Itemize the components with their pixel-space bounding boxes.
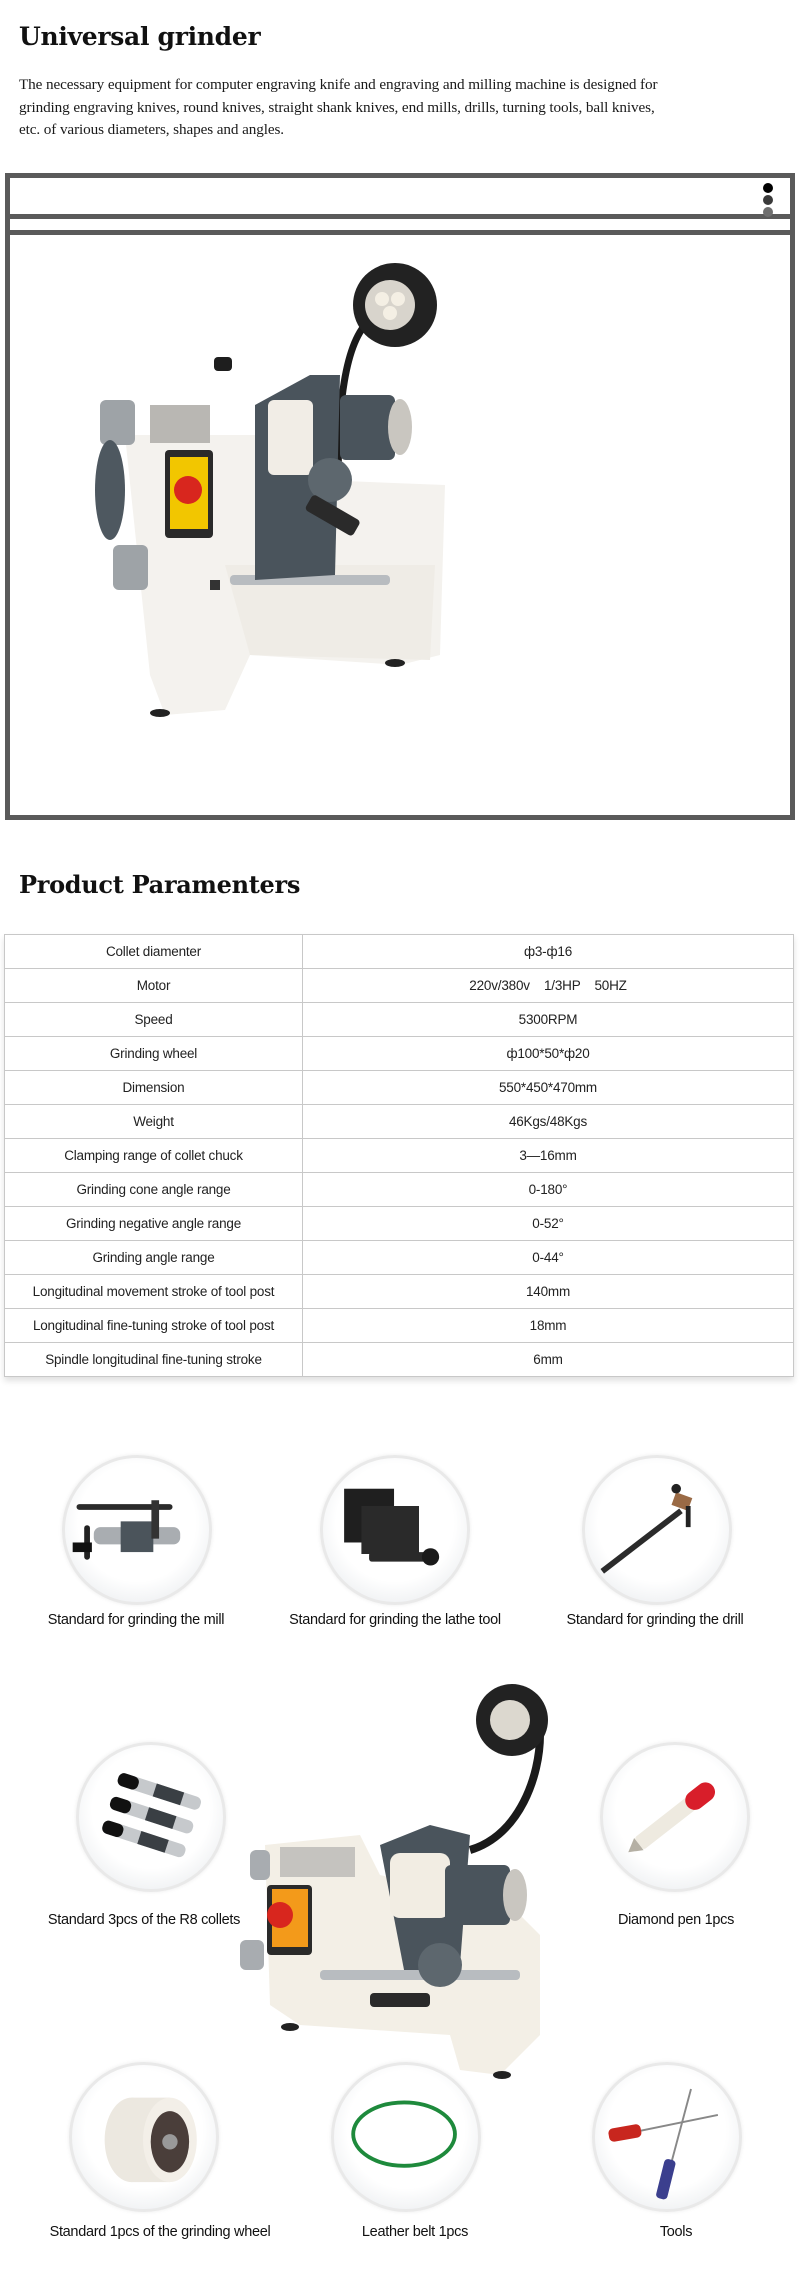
dot-icon	[763, 195, 773, 205]
param-label: Grinding negative angle range	[5, 1207, 303, 1241]
param-value: 0-52°	[303, 1207, 794, 1241]
param-label: Grinding wheel	[5, 1037, 303, 1071]
gallery-dots-menu[interactable]	[763, 183, 773, 217]
param-label: Motor	[5, 969, 303, 1003]
table-row	[5, 1275, 794, 1309]
dot-icon	[763, 207, 773, 217]
attachment-caption: Standard for grinding the drill	[566, 1612, 744, 1628]
section-title-params: Product Paramenters	[19, 870, 301, 899]
param-label: Longitudinal fine-tuning stroke of tool post	[5, 1309, 303, 1343]
param-label: Grinding cone angle range	[5, 1173, 303, 1207]
table-row	[5, 1105, 794, 1139]
table-row	[5, 969, 794, 1003]
param-value: ф100*50*ф20	[303, 1037, 794, 1071]
intro-text	[19, 74, 794, 142]
grinder-machine-icon	[10, 235, 790, 810]
param-label: Dimension	[5, 1071, 303, 1105]
belt-icon	[331, 2062, 481, 2212]
grinder-machine-icon	[240, 1675, 580, 2085]
lathe-tool-attachment-icon	[320, 1455, 470, 1605]
drill-attachment-icon	[582, 1455, 732, 1605]
attachment-caption: Standard for grinding the lathe tool	[289, 1612, 501, 1628]
intro-line: grinding engraving knives, round knives, straight shank knives, end mills, drills, turning tools, ball knives,	[19, 98, 655, 116]
grinder-machine-image	[240, 1675, 580, 2085]
table-row	[5, 1241, 794, 1275]
product-image	[10, 235, 790, 815]
param-value: 18mm	[303, 1309, 794, 1343]
collets-icon	[76, 1742, 226, 1892]
param-label: Longitudinal movement stroke of tool post	[5, 1275, 303, 1309]
table-row	[5, 1003, 794, 1037]
param-label: Speed	[5, 1003, 303, 1037]
gallery-header	[10, 178, 790, 219]
accessory-caption: Leather belt 1pcs	[361, 2224, 469, 2240]
grinding-wheel-icon	[69, 2062, 219, 2212]
table-row	[5, 1343, 794, 1377]
table-row	[5, 935, 794, 969]
param-label: Clamping range of collet chuck	[5, 1139, 303, 1173]
diamond-pen-icon	[600, 1742, 750, 1892]
param-value: 220v/380v 1/3HP 50HZ	[303, 969, 794, 1003]
table-row	[5, 1071, 794, 1105]
param-value: ф3-ф16	[303, 935, 794, 969]
table-row	[5, 1139, 794, 1173]
param-value: 46Kgs/48Kgs	[303, 1105, 794, 1139]
param-value: 5300RPM	[303, 1003, 794, 1037]
table-row	[5, 1037, 794, 1071]
param-value: 140mm	[303, 1275, 794, 1309]
page-title: Universal grinder	[19, 22, 261, 51]
param-label: Weight	[5, 1105, 303, 1139]
accessory-caption: Standard 3pcs of the R8 collets	[47, 1912, 241, 1928]
accessory-caption: Tools	[659, 2224, 693, 2240]
params-table	[4, 934, 794, 1377]
param-value: 0-180°	[303, 1173, 794, 1207]
mill-attachment-icon	[62, 1455, 212, 1605]
param-label: Collet diamenter	[5, 935, 303, 969]
product-gallery	[5, 173, 795, 820]
param-value: 550*450*470mm	[303, 1071, 794, 1105]
table-row	[5, 1173, 794, 1207]
param-value: 6mm	[303, 1343, 794, 1377]
intro-line: etc. of various diameters, shapes and angles.	[19, 121, 284, 138]
table-row	[5, 1309, 794, 1343]
param-value: 0-44°	[303, 1241, 794, 1275]
intro-line: The necessary equipment for computer engraving knife and engraving and milling machine is designed for	[19, 76, 658, 93]
param-label: Spindle longitudinal fine-tuning stroke	[5, 1343, 303, 1377]
attachment-caption: Standard for grinding the mill	[47, 1612, 225, 1628]
param-label: Grinding angle range	[5, 1241, 303, 1275]
accessory-caption: Standard 1pcs of the grinding wheel	[49, 2224, 271, 2240]
screwdriver-icon	[592, 2062, 742, 2212]
accessory-caption: Diamond pen 1pcs	[617, 1912, 735, 1928]
dot-icon	[763, 183, 773, 193]
param-value: 3—16mm	[303, 1139, 794, 1173]
table-row	[5, 1207, 794, 1241]
